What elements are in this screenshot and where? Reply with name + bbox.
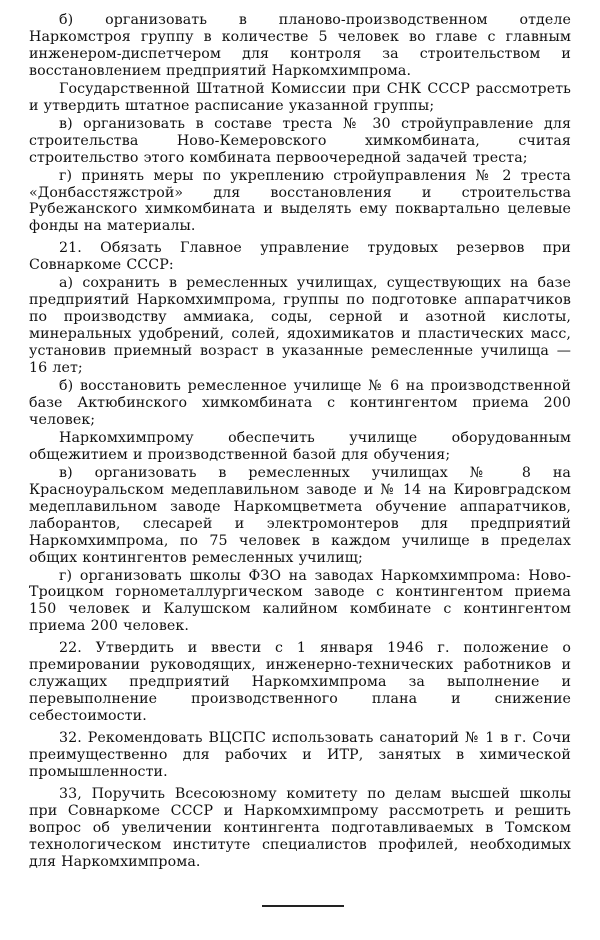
paragraph-item-22: 22. Утвердить и ввести с 1 января 1946 г. положение о премировании руководящих, инженерно-технических работников и служащих предприятий Наркомхимпрома за выполнение и перевыполнение производственного плана и снижение себестоимости. xyxy=(29,640,571,725)
paragraph-item-32: 32. Рекомендовать ВЦСПС использовать санаторий № 1 в г. Сочи преимущественно для рабочих и ИТР, занятых в химической промышленности. xyxy=(29,730,571,780)
paragraph-a-craft-schools: а) сохранить в ремесленных училищах, существующих на базе предприятий Наркомхимпрома, группы по подготовке аппаратчиков по производству аммиака, соды, серной и азотной кислоты, минеральных удобрений, солей, ядохимикатов и пластических масс, установив приемный возраст в указанные ремесленные училища — 16 лет; xyxy=(29,275,571,377)
paragraph-item-21: 21. Обязать Главное управление трудовых резервов при Совнаркоме СССР: xyxy=(29,240,571,274)
paragraph-v-schools-8-14: в) организовать в ремесленных училищах № 8 на Красноуральском медеплавильном заводе и № 14 на Кировградском медеплавильном заводе Наркомцветмета обучение аппаратчиков, лаборантов, слесарей и электромонтеров для предприятий Наркомхимпрома, по 75 человек в каждом училище в пределах общих контингентов ремесленных училищ; xyxy=(29,464,571,566)
paragraph-b-school-6: б) восстановить ремесленное училище № 6 на производственной базе Актюбинского химкомбината с контингентом приема 200 человек; xyxy=(29,378,571,428)
closing-rule xyxy=(262,905,344,907)
paragraph-g-fzo-schools: г) организовать школы ФЗО на заводах Наркомхимпрома: Ново-Троицком горнометаллургическом заводе с контингентом приема 150 человек и Калушском калийном комбинате с контингентом приема 200 человек. xyxy=(29,567,571,635)
paragraph-item-33: 33, Поручить Всесоюзному комитету по делам высшей школы при Совнаркоме СССР и Наркомхимпрому рассмотреть и решить вопрос об увеличении контингента подготавливаемых в Томском технологическом институте специалистов профилей, необходимых для Наркомхимпрома. xyxy=(29,785,571,870)
paragraph-state-staff-commission: Государственной Штатной Комиссии при СНК СССР рассмотреть и утвердить штатное расписание указанной группы; xyxy=(29,80,571,114)
paragraph-narkomkhimprom-dormitory: Наркомхимпрому обеспечить училище оборудованным общежитием и производственной базой для обучения; xyxy=(29,429,571,463)
paragraph-b-gosplan-group: б) организовать в планово-производственном отделе Наркомстроя группу в количестве 5 человек во главе с главным инженером-диспетчером для контроля за строительством и восстановлением предприятий Наркомхимпрома. xyxy=(29,12,571,79)
paragraph-v-trust-30: в) организовать в составе треста № 30 стройуправление для строительства Ново-Кемеровского химкомбината, считая строительство этого комбината первоочередной задачей треста; xyxy=(29,115,571,166)
paragraph-g-donbasstyazhstroy: г) принять меры по укреплению стройуправления № 2 треста «Донбасстяжстрой» для восстановления и строительства Рубежанского химкомбината и выделять ему поквартально целевые фонды на материалы. xyxy=(29,167,571,235)
